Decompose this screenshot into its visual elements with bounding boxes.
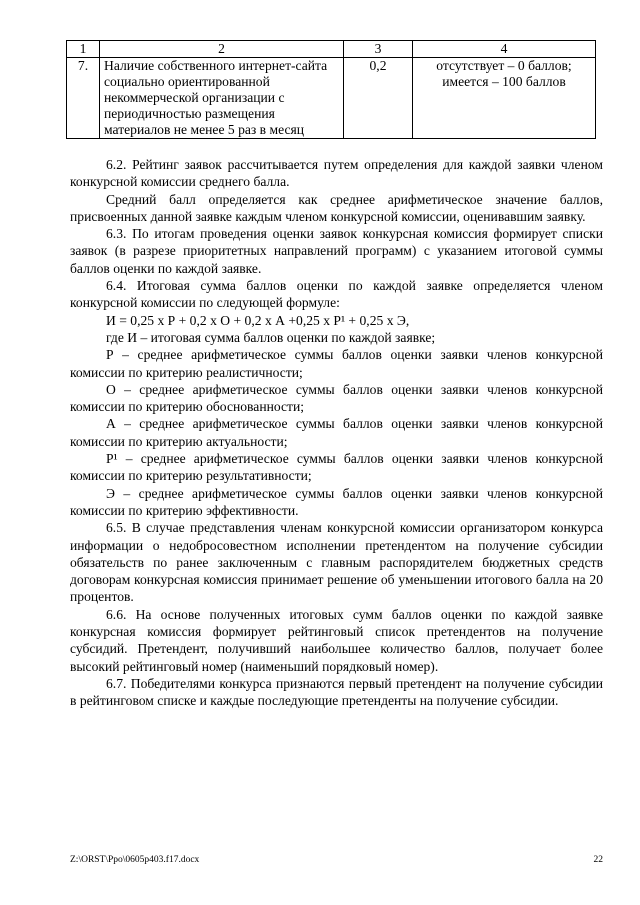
paragraph-6-5: 6.5. В случае представления членам конкурсной комиссии организатором конкурса информации о недобросовестном исполнении претендентом на получение субсидии обязательств по ранее заключенным с главным распорядителем бюджетных средств договорам конкурсная комиссия принимает решение об уменьшении итогового балла на 20 процентов.	[70, 520, 603, 605]
paragraph-6-3: 6.3. По итогам проведения оценки заявок конкурсная комиссия формирует списки заявок (в разрезе приоритетных направлений программ) с указанием итоговой суммы баллов оценки по каждой заявке.	[70, 226, 603, 276]
definition-e: Э – среднее арифметическое суммы баллов оценки заявки членов конкурсной комиссии по критерию эффективности.	[70, 485, 603, 518]
definition-a: А – среднее арифметическое суммы баллов оценки заявки членов конкурсной комиссии по критерию актуальности;	[70, 416, 603, 449]
table-header-cell: 1	[67, 41, 100, 58]
definition-r: Р – среднее арифметическое суммы баллов оценки заявки членов конкурсной комиссии по критерию реалистичности;	[70, 347, 603, 380]
row-number: 7.	[67, 58, 100, 139]
table-header-cell: 2	[100, 41, 344, 58]
table-header-cell: 3	[344, 41, 413, 58]
page-number: 22	[593, 855, 603, 865]
paragraph-6-2: 6.2. Рейтинг заявок рассчитывается путем определения для каждой заявки членом конкурсной комиссии среднего балла.	[70, 157, 603, 190]
paragraph-6-7: 6.7. Победителями конкурса признаются первый претендент на получение субсидии в рейтинговом списке и каждые последующие претенденты на получение субсидии.	[70, 675, 603, 709]
table-header-cell: 4	[413, 41, 596, 58]
score-formula: И = 0,25 х Р + 0,2 х О + 0,2 х А +0,25 х Р¹ + 0,25 х Э,	[106, 312, 410, 328]
scale-absent: отсутствует – 0 баллов;	[436, 58, 572, 73]
paragraph-average-score: Средний балл определяется как среднее арифметическое значение баллов, присвоенных данной заявке каждым членом конкурсной комиссии, оценивавшим заявку.	[70, 191, 603, 224]
table-row	[67, 58, 596, 139]
definition-o: О – среднее арифметическое суммы баллов оценки заявки членов конкурсной комиссии по критерию обоснованности;	[70, 381, 603, 415]
paragraph-6-6: 6.6. На основе полученных итоговых сумм баллов оценки по каждой заявке конкурсная комиссия формирует рейтинговый список претендентов на получение субсидий. Претендент, получивший наибольшее количество баллов, получает более высокий рейтинговый номер (наименьший порядковый номер).	[70, 606, 603, 674]
formula-where: где И – итоговая сумма баллов оценки по каждой заявке;	[106, 329, 436, 345]
table-header-row	[67, 41, 596, 58]
scoring-scale	[413, 58, 596, 139]
criterion-text: Наличие собственного интернет-сайта социально ориентированной некоммерческой организации с периодичностью размещения материалов не менее 5 раз в месяц	[100, 58, 344, 139]
criterion-weight: 0,2	[344, 58, 413, 139]
definition-r1: Р¹ – среднее арифметическое суммы баллов оценки заявки членов конкурсной комиссии по критерию результативности;	[70, 451, 603, 484]
footer-file-path: Z:\ORST\Ppo\0605p403.f17.docx	[70, 855, 200, 865]
paragraph-6-4: 6.4. Итоговая сумма баллов оценки по каждой заявке определяется членом конкурсной комиссии по следующей формуле:	[70, 278, 603, 311]
scale-present: имеется – 100 баллов	[442, 74, 566, 89]
document-body	[70, 156, 603, 710]
criteria-table	[66, 40, 596, 139]
